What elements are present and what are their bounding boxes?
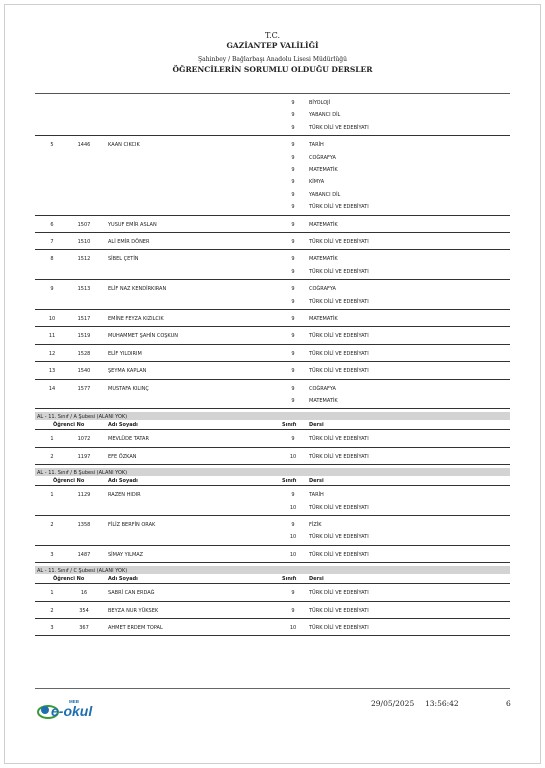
student-number: 1540 <box>77 368 91 375</box>
student-number: 354 <box>79 607 89 614</box>
course-grade: 10 <box>289 453 297 460</box>
course-name: TÜRK DİLİ VE EDEBİYATI <box>309 368 369 375</box>
course-name: TÜRK DİLİ VE EDEBİYATI <box>309 124 369 131</box>
course-name: FİZİK <box>309 522 322 528</box>
course-grade: 9 <box>291 100 295 106</box>
page-title: ÖĞRENCİLERİN SORUMLU OLDUĞU DERSLER <box>172 65 373 74</box>
course-grade: 9 <box>291 112 295 119</box>
course-grade: 9 <box>291 256 295 263</box>
row-index: 3 <box>50 625 54 631</box>
course-grade: 9 <box>291 398 295 404</box>
student-number: 1358 <box>77 522 91 528</box>
row-divider <box>35 635 510 636</box>
footer-date: 29/05/2025 <box>371 699 415 708</box>
footer-time: 13:56:42 <box>425 699 459 708</box>
row-divider <box>35 344 510 345</box>
section-title: AL - 11. Sınıf / B Şubesi (ALANI YOK) <box>37 469 128 476</box>
row-divider <box>35 562 510 563</box>
column-header-course: Dersi <box>309 576 324 583</box>
course-grade: 9 <box>291 590 295 597</box>
header-country: T.C. <box>264 31 281 40</box>
course-name: MATEMATİK <box>309 398 338 404</box>
row-divider <box>35 361 510 362</box>
row-divider <box>35 485 510 486</box>
row-index: 3 <box>50 551 54 558</box>
course-grade: 9 <box>291 368 295 375</box>
student-number: 1519 <box>77 333 91 340</box>
row-divider <box>35 135 510 136</box>
course-grade: 9 <box>291 333 295 340</box>
course-grade: 10 <box>289 504 297 511</box>
row-index: 13 <box>48 368 56 375</box>
column-header-name: Adı Soyadı <box>108 576 138 583</box>
course-grade: 9 <box>291 204 295 211</box>
row-divider <box>35 379 510 380</box>
row-index: 2 <box>50 607 54 614</box>
course-name: MATEMATİK <box>309 167 338 173</box>
row-divider <box>35 408 510 409</box>
course-grade: 9 <box>291 316 295 322</box>
course-name: TÜRK DİLİ VE EDEBİYATI <box>309 268 369 275</box>
column-header-grade: Sınıfı <box>282 576 297 583</box>
course-name: TÜRK DİLİ VE EDEBİYATI <box>309 436 369 443</box>
student-number: 1512 <box>77 256 91 263</box>
course-name: MATEMATİK <box>309 316 338 322</box>
course-grade: 9 <box>291 607 295 614</box>
course-name: TÜRK DİLİ VE EDEBİYATI <box>309 239 369 245</box>
column-header-no: Öğrenci No <box>53 422 85 429</box>
course-name: TÜRK DİLİ VE EDEBİYATI <box>309 204 369 211</box>
student-name: KAAN CIKCIK <box>108 142 140 149</box>
student-number: 1528 <box>77 350 91 357</box>
course-name: YABANCI DİL <box>309 112 341 119</box>
course-name: TÜRK DİLİ VE EDEBİYATI <box>309 298 369 305</box>
course-grade: 9 <box>291 268 295 275</box>
course-name: TARİH <box>309 142 324 149</box>
course-name: COĞRAFYA <box>309 385 336 392</box>
column-header-grade: Sınıfı <box>282 478 297 485</box>
course-name: TÜRK DİLİ VE EDEBİYATI <box>309 625 369 631</box>
student-number: 1487 <box>77 551 91 558</box>
course-grade: 9 <box>291 350 295 357</box>
row-divider <box>35 232 510 233</box>
course-grade: 10 <box>289 534 297 541</box>
course-grade: 9 <box>291 142 295 149</box>
header-governorship: GAZİANTEP VALİLİĞİ <box>226 41 319 50</box>
row-divider <box>35 583 510 584</box>
section-title: AL - 11. Sınıf / A Şubesi (ALANI YOK) <box>37 413 128 420</box>
row-index: 2 <box>50 453 54 460</box>
row-index: 1 <box>50 436 54 443</box>
row-index: 10 <box>48 316 56 322</box>
student-name: SİBEL ÇETİN <box>108 256 139 263</box>
student-number: 367 <box>79 625 89 631</box>
row-index: 5 <box>50 142 54 149</box>
course-grade: 9 <box>291 436 295 443</box>
student-name: AHMET ERDEM TOPAL <box>108 625 163 631</box>
student-number: 1510 <box>77 239 91 245</box>
row-index: 9 <box>50 286 54 293</box>
student-name: SABRİ CAN ERDAĞ <box>108 590 155 597</box>
column-header-course: Dersi <box>309 478 324 485</box>
course-grade: 9 <box>291 239 295 245</box>
student-number: 1072 <box>77 436 91 443</box>
student-name: RAZEN HIDIR <box>108 492 141 499</box>
column-header-name: Adı Soyadı <box>108 478 138 485</box>
row-divider <box>35 279 510 280</box>
footer-rule <box>35 688 510 689</box>
row-index: 1 <box>50 492 54 499</box>
student-number: 1197 <box>77 453 91 460</box>
column-header-no: Öğrenci No <box>53 478 85 485</box>
course-name: MATEMATİK <box>309 221 338 228</box>
course-name: TÜRK DİLİ VE EDEBİYATI <box>309 607 369 614</box>
course-grade: 9 <box>291 522 295 528</box>
row-index: 14 <box>48 385 56 392</box>
course-grade: 9 <box>291 124 295 131</box>
student-name: EMİNE FEYZA KIZILCIK <box>108 316 164 322</box>
course-name: TÜRK DİLİ VE EDEBİYATI <box>309 551 369 558</box>
course-grade: 9 <box>291 167 295 173</box>
course-name: KİMYA <box>309 179 325 186</box>
course-name: MATEMATİK <box>309 256 338 263</box>
student-name: MEVLÜDE TATAR <box>108 436 149 443</box>
course-grade: 9 <box>291 221 295 228</box>
row-divider <box>35 545 510 546</box>
row-divider <box>35 601 510 602</box>
course-grade: 9 <box>291 298 295 305</box>
student-name: YUSUF EMİR ASLAN <box>108 221 157 228</box>
row-divider <box>35 447 510 448</box>
table-top-rule <box>35 93 510 94</box>
e-okul-logo <box>36 692 116 726</box>
page-frame <box>4 4 541 764</box>
student-name: SİMAY YILMAZ <box>108 551 144 558</box>
student-name: ELİF NAZ KENDİRKIRAN <box>108 286 167 293</box>
student-number: 1129 <box>77 492 91 499</box>
course-name: TARİH <box>309 492 324 499</box>
student-number: 16 <box>80 590 88 597</box>
student-number: 1513 <box>77 286 91 293</box>
course-name: TÜRK DİLİ VE EDEBİYATI <box>309 333 369 340</box>
course-grade: 10 <box>289 551 297 558</box>
column-header-grade: Sınıfı <box>282 422 297 429</box>
student-name: ALİ EMİR DÖNER <box>108 239 150 245</box>
row-divider <box>35 249 510 250</box>
page-number: 6 <box>506 699 511 708</box>
course-grade: 10 <box>289 625 297 631</box>
course-name: BİYOLOJİ <box>309 100 331 106</box>
row-index: 1 <box>50 590 54 597</box>
course-grade: 9 <box>291 492 295 499</box>
row-divider <box>35 618 510 619</box>
course-name: TÜRK DİLİ VE EDEBİYATI <box>309 350 369 357</box>
logo-text: e-okul <box>51 703 93 719</box>
course-name: YABANCI DİL <box>309 191 341 198</box>
column-header-name: Adı Soyadı <box>108 422 138 429</box>
logo-small-text: MEB <box>69 699 79 704</box>
row-divider <box>35 429 510 430</box>
course-name: TÜRK DİLİ VE EDEBİYATI <box>309 534 369 541</box>
row-index: 12 <box>48 350 56 357</box>
student-name: ŞEYMA KAPLAN <box>108 368 147 375</box>
student-name: MUHAMMET ŞAHİN COŞKUN <box>108 333 178 340</box>
student-number: 1577 <box>77 385 91 392</box>
course-grade: 9 <box>291 191 295 198</box>
row-index: 6 <box>50 221 54 228</box>
course-grade: 9 <box>291 154 295 161</box>
student-name: FİLİZ BERFİN ORAK <box>108 522 156 528</box>
column-header-no: Öğrenci No <box>53 576 85 583</box>
student-number: 1517 <box>77 316 91 322</box>
row-index: 8 <box>50 256 54 263</box>
row-index: 7 <box>50 239 54 245</box>
student-number: 1446 <box>77 142 91 149</box>
student-name: BEYZA NUR YÜKSEK <box>108 607 159 614</box>
row-index: 11 <box>48 333 56 340</box>
row-index: 2 <box>50 522 54 528</box>
student-name: MUSTAFA KILINÇ <box>108 385 149 392</box>
student-name: ELİF YILDIRIM <box>108 350 142 357</box>
row-divider <box>35 326 510 327</box>
student-name: EFE ÖZKAN <box>108 453 137 460</box>
course-grade: 9 <box>291 179 295 186</box>
course-name: COĞRAFYA <box>309 154 336 161</box>
course-grade: 9 <box>291 385 295 392</box>
course-name: COĞRAFYA <box>309 286 336 293</box>
course-name: TÜRK DİLİ VE EDEBİYATI <box>309 504 369 511</box>
section-title: AL - 11. Sınıf / C Şubesi (ALANI YOK) <box>37 567 128 574</box>
row-divider <box>35 515 510 516</box>
course-name: TÜRK DİLİ VE EDEBİYATI <box>309 453 369 460</box>
course-grade: 9 <box>291 286 295 293</box>
student-number: 1507 <box>77 221 91 228</box>
column-header-course: Dersi <box>309 422 324 429</box>
row-divider <box>35 309 510 310</box>
header-school: Şahinbey / Bağlarbaşı Anadolu Lisesi Müdürlüğü <box>198 56 347 63</box>
row-divider <box>35 464 510 465</box>
course-name: TÜRK DİLİ VE EDEBİYATI <box>309 590 369 597</box>
row-divider <box>35 215 510 216</box>
